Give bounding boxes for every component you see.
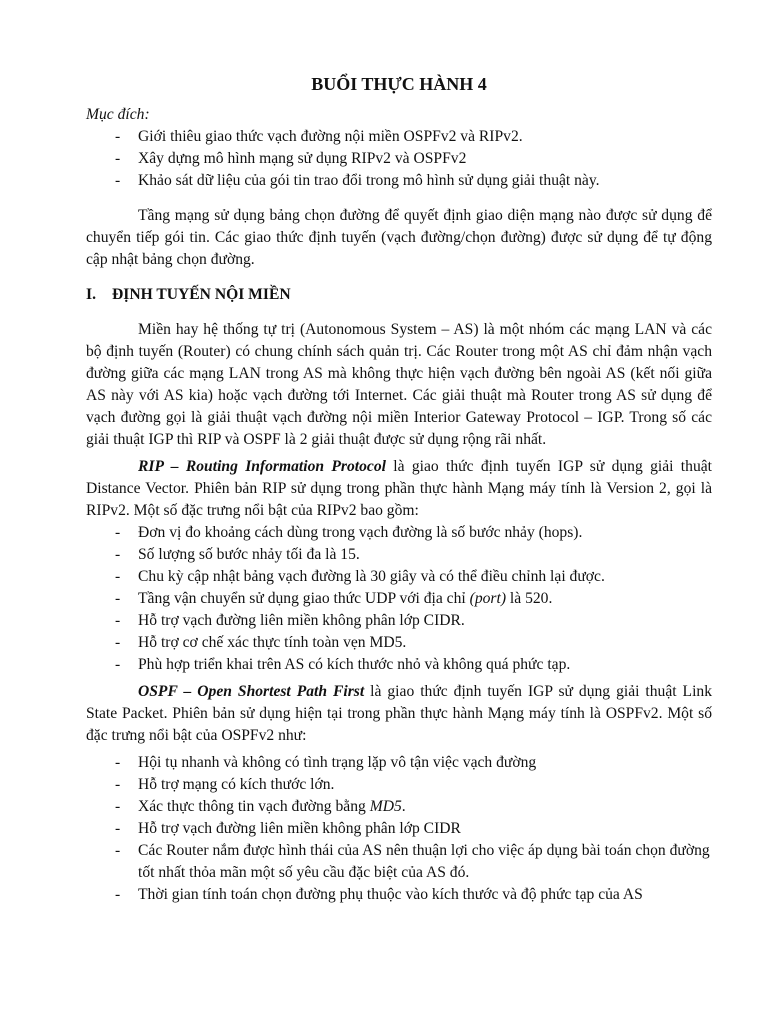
rip-features-list — [86, 522, 712, 676]
ospf-paragraph — [86, 681, 712, 747]
bullet-dash: - — [115, 776, 121, 793]
section-number: I. — [86, 286, 96, 303]
list-item: - Giới thiêu giao thức vạch đường nội miền OSPFv2 và RIPv2. — [86, 126, 712, 148]
rip-paragraph — [86, 456, 712, 522]
section-heading — [86, 284, 712, 306]
bullet-dash: - — [115, 634, 121, 651]
rip-description: là giao thức định tuyến IGP sử dụng giải thuật Distance Vector. Phiên bản RIP sử dụng trong phần thực hành Mạng máy tính là Version 2, gọi là RIPv2. Một số đặc trưng nổi bật của RIPv2 bao gồm: — [86, 458, 712, 519]
bullet-dash: - — [115, 590, 121, 607]
bullet-dash: - — [115, 568, 121, 585]
list-item: - Hỗ trợ mạng có kích thước lớn. — [86, 774, 712, 796]
ospf-term: OSPF – Open Shortest Path First — [138, 683, 365, 700]
intro-paragraph: Tầng mạng sử dụng bảng chọn đường để quyết định giao diện mạng nào được sử dụng để chuyển tiếp gói tin. Các giao thức định tuyến (vạch đường/chọn đường) được sử dụng để tự động cập nhật bảng chọn đường. — [86, 207, 712, 268]
list-item: - Các Router nắm được hình thái của AS nên thuận lợi cho việc áp dụng bài toán chọn đường tốt nhất thỏa mãn một số yêu cầu đặc biệt của AS đó. — [115, 842, 710, 881]
list-item: - Đơn vị đo khoảng cách dùng trong vạch đường là số bước nhảy (hops). — [86, 522, 712, 544]
page-title: BUỔI THỰC HÀNH 4 — [311, 74, 487, 94]
section-title: ĐỊNH TUYẾN NỘI MIỀN — [112, 286, 291, 303]
bullet-dash: - — [115, 172, 121, 189]
rip-term: RIP – Routing Information Protocol — [138, 458, 386, 475]
bullet-dash: - — [115, 524, 121, 541]
bullet-dash: - — [115, 842, 121, 859]
list-item: - Hội tụ nhanh và không có tình trạng lặp vô tận việc vạch đường — [86, 752, 712, 774]
list-item: - Phù hợp triển khai trên AS có kích thước nhỏ và không quá phức tạp. — [86, 654, 712, 676]
list-item: - Hỗ trợ cơ chế xác thực tính toàn vẹn MD5. — [86, 632, 712, 654]
bullet-dash: - — [115, 886, 121, 903]
section-paragraph: Miền hay hệ thống tự trị (Autonomous System – AS) là một nhóm các mạng LAN và các bộ định tuyến (Router) có chung chính sách quản trị. Các Router trong một AS chỉ đảm nhận vạch đường giữa các mạng LAN trong AS mà không thực hiện vạch đường bên ngoài AS (kết nối giữa AS này với AS kia) hoặc vạch đường tới Internet. Các giải thuật mà Router trong AS sử dụng để vạch đường gọi là giải thuật vạch đường nội miền Interior Gateway Protocol – IGP. Trong số các giải thuật IGP thì RIP và OSPF là 2 giải thuật được sử dụng rộng rãi nhất. — [86, 321, 712, 448]
bullet-dash: - — [115, 656, 121, 673]
ospf-description: là giao thức định tuyến IGP sử dụng giải thuật Link State Packet. Phiên bản sử dụng hiện tại trong phần thực hành Mạng máy tính là OSPFv2. Một số đặc trưng nổi bật của OSPFv2 như: — [86, 683, 712, 744]
purpose-label: Mục đích: — [86, 106, 150, 123]
bullet-dash: - — [115, 798, 121, 815]
list-item: - Khảo sát dữ liệu của gói tin trao đổi trong mô hình sử dụng giải thuật này. — [86, 170, 712, 192]
bullet-dash: - — [115, 150, 121, 167]
bullet-dash: - — [115, 128, 121, 145]
list-item: - Chu kỳ cập nhật bảng vạch đường là 30 giây và có thể điều chỉnh lại được. — [86, 566, 712, 588]
list-item: - Xác thực thông tin vạch đường bằng MD5. — [86, 796, 712, 818]
purpose-list — [86, 126, 712, 192]
list-item: - Tầng vận chuyển sử dụng giao thức UDP với địa chỉ (port) là 520. — [86, 588, 712, 610]
bullet-dash: - — [115, 820, 121, 837]
list-item: - Thời gian tính toán chọn đường phụ thuộc vào kích thước và độ phức tạp của AS — [86, 884, 712, 906]
list-item: - Hỗ trợ vạch đường liên miền không phân lớp CIDR. — [86, 610, 712, 632]
list-item: - Số lượng số bước nhảy tối đa là 15. — [86, 544, 712, 566]
list-item: - Xây dựng mô hình mạng sử dụng RIPv2 và OSPFv2 — [86, 148, 712, 170]
list-item: - Hỗ trợ vạch đường liên miền không phân lớp CIDR — [86, 818, 712, 840]
bullet-dash: - — [115, 612, 121, 629]
bullet-dash: - — [115, 754, 121, 771]
ospf-features-list — [86, 752, 712, 906]
bullet-dash: - — [115, 546, 121, 563]
